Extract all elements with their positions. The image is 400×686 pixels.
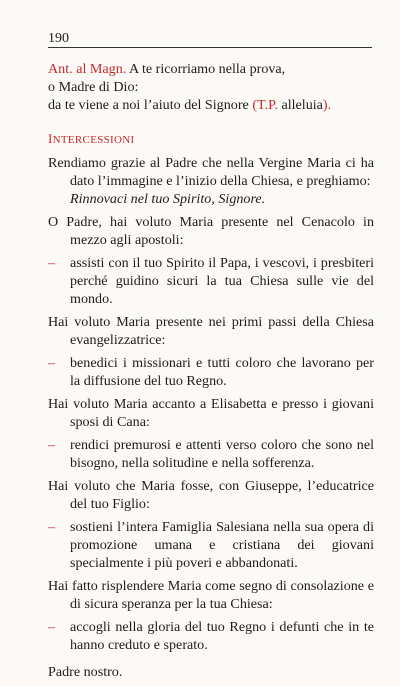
tp-marker: (T.P. xyxy=(252,97,278,113)
petition-dash: – xyxy=(48,437,56,453)
petition xyxy=(48,354,374,390)
heading-initial: I xyxy=(48,131,53,146)
closing-prayer: Padre nostro. xyxy=(48,664,123,680)
petition-dash: – xyxy=(48,619,56,635)
antiphon xyxy=(48,60,374,114)
intro-text: Rendiamo grazie al Padre che nella Vergine Maria ci ha dato l’immagine e l’inizio della Chiesa, e preghiamo: xyxy=(48,155,374,189)
intro-paragraph xyxy=(48,154,374,208)
page-number: 190 xyxy=(48,31,69,46)
tp-close: ). xyxy=(322,97,332,113)
petition-text: benedici i missionari e tutti coloro che lavorano per la diffusione del tuo Regno. xyxy=(70,355,374,389)
alleluia-text: alleluia xyxy=(281,97,323,113)
section-heading xyxy=(48,130,374,149)
petition xyxy=(48,518,374,572)
petition-text: accogli nella gloria del tuo Regno i defunti che in te hanno creduto e sperato. xyxy=(70,619,374,653)
petition-text: assisti con il tuo Spirito il Papa, i vescovi, i presbiteri perché guidino sicuri la tua Chiesa sulle vie del mondo. xyxy=(70,255,374,307)
heading-rest: NTERCESSIONI xyxy=(52,134,135,146)
petition xyxy=(48,254,374,308)
antiphon-line-2: o Madre di Dio: xyxy=(48,79,139,95)
petition-dash: – xyxy=(48,355,56,371)
intercession xyxy=(48,577,374,654)
invocation: O Padre, hai voluto Maria presente nel Cenacolo in mezzo agli apostoli: xyxy=(48,214,374,248)
petition xyxy=(48,618,374,654)
antiphon-line-1-text: A te ricorriamo nella prova, xyxy=(129,61,286,77)
invocation: Hai voluto Maria presente nei primi passi della Chiesa evangelizzatrice: xyxy=(48,314,374,348)
petition-text: sostieni l’intera Famiglia Salesiana nella sua opera di promozione umana e cristiana dei giovani specialmente i più poveri e abbandonati. xyxy=(70,519,374,571)
antiphon-line-3-text: da te viene a noi l’aiuto del Signore xyxy=(48,97,249,113)
header-rule xyxy=(48,47,372,48)
intercessions-list xyxy=(48,213,374,654)
intercession xyxy=(48,213,374,308)
petition-dash: – xyxy=(48,255,56,271)
invocation: Hai voluto Maria accanto a Elisabetta e presso i giovani sposi di Cana: xyxy=(48,396,374,430)
page-content xyxy=(48,60,374,686)
invocation: Hai voluto che Maria fosse, con Giuseppe, l’educatrice del tuo Figlio: xyxy=(48,478,374,512)
antiphon-line-1 xyxy=(48,60,374,78)
intercession xyxy=(48,395,374,472)
antiphon-label: Ant. al Magn. xyxy=(48,61,127,77)
petition-dash: – xyxy=(48,519,56,535)
intercession xyxy=(48,313,374,390)
intro-response: Rinnovaci nel tuo Spirito, Signore. xyxy=(70,191,266,207)
petition xyxy=(48,436,374,472)
petition-text: rendici premurosi e attenti verso coloro che sono nel bisogno, nella solitudine e nella sofferenza. xyxy=(70,437,374,471)
intercession xyxy=(48,477,374,572)
invocation: Hai fatto risplendere Maria come segno di consolazione e di sicura speranza per la tua Chiesa: xyxy=(48,578,374,612)
antiphon-line-3 xyxy=(48,96,374,114)
